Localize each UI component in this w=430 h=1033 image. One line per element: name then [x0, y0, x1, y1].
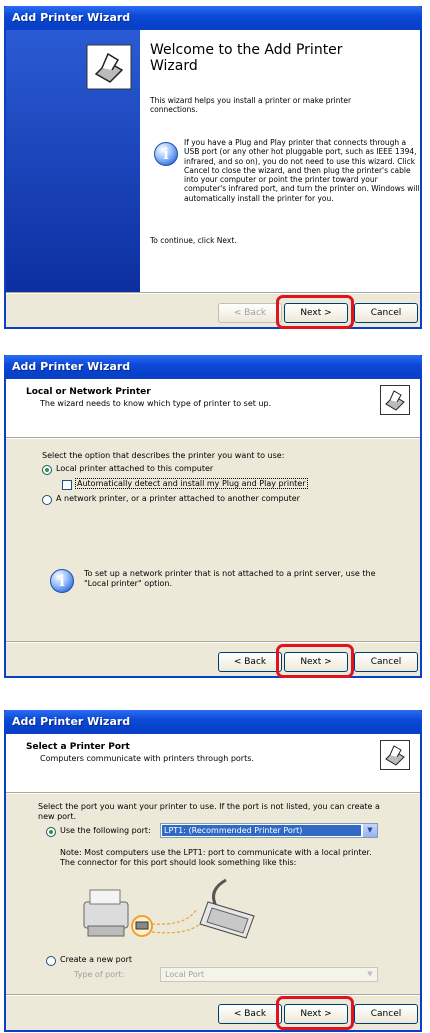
- title-bar: [4, 710, 422, 734]
- use-port-label[interactable]: Use the following port:: [60, 826, 151, 835]
- welcome-intro: This wizard helps you install a printer or make printer connections.: [150, 96, 352, 114]
- wizard-window-printer-type: [4, 355, 422, 678]
- next-button-highlight: [276, 295, 354, 329]
- wizard-header: [6, 379, 420, 437]
- use-port-radio[interactable]: [46, 827, 56, 837]
- info-icon: i: [50, 569, 74, 593]
- separator: [6, 792, 420, 794]
- separator: [6, 994, 420, 996]
- cancel-button[interactable]: Cancel: [354, 303, 418, 323]
- welcome-heading: Welcome to the Add Printer Wizard: [150, 42, 343, 74]
- wizard-window-welcome: [4, 6, 422, 329]
- port-type-value: Local Port: [165, 970, 205, 979]
- plug-and-play-note: If you have a Plug and Play printer that connects through a USB port (or any other hot pluggable port, such as IEEE 1394, infrared, and so on), you do not need to use this wizard. Click Cancel to close the wizard, and then plug the printer's cable into your computer or point the printer toward your computer's infrared port, and turn the printer on. Windows will automatically install the printer for you.: [184, 138, 420, 203]
- page-title: Select a Printer Port: [26, 742, 130, 752]
- local-printer-radio[interactable]: [42, 465, 52, 475]
- back-button[interactable]: < Back: [218, 303, 282, 323]
- window-title: Add Printer Wizard: [12, 11, 131, 24]
- port-prompt: Select the port you want your printer to use. If the port is not listed, you can create a new port.: [38, 802, 380, 821]
- next-button[interactable]: Next >: [284, 1004, 348, 1024]
- local-printer-label[interactable]: Local printer attached to this computer: [56, 464, 214, 473]
- separator: [6, 292, 420, 294]
- page-title: Local or Network Printer: [26, 387, 151, 397]
- window-title: Add Printer Wizard: [12, 715, 131, 728]
- printer-and-cable-illustration: [76, 876, 286, 950]
- printer-icon: [86, 44, 132, 90]
- selection-prompt: Select the option that describes the printer you want to use:: [42, 451, 285, 460]
- back-button[interactable]: < Back: [218, 1004, 282, 1024]
- next-button[interactable]: Next >: [284, 652, 348, 672]
- network-printer-label[interactable]: A network printer, or a printer attached to another computer: [56, 494, 300, 503]
- next-button[interactable]: Next >: [284, 303, 348, 323]
- cancel-button[interactable]: Cancel: [354, 652, 418, 672]
- printer-icon: [380, 740, 410, 770]
- window-title: Add Printer Wizard: [12, 360, 131, 373]
- create-port-label[interactable]: Create a new port: [60, 955, 133, 964]
- port-select-value: LPT1: (Recommended Printer Port): [162, 825, 361, 836]
- page-subtitle: The wizard needs to know which type of printer to set up.: [40, 399, 272, 408]
- port-type-label: Type of port:: [74, 970, 125, 979]
- page-subtitle: Computers communicate with printers through ports.: [40, 754, 254, 763]
- port-note: Note: Most computers use the LPT1: port to communicate with a local printer. The connector for this port should look something like this:: [60, 848, 372, 867]
- printer-icon: [380, 385, 410, 415]
- wizard-side-banner: [6, 30, 140, 292]
- title-bar: [4, 6, 422, 30]
- continue-instruction: To continue, click Next.: [150, 236, 237, 245]
- separator: [6, 641, 420, 643]
- create-port-radio[interactable]: [46, 956, 56, 966]
- next-button-highlight: [276, 644, 354, 678]
- auto-detect-label[interactable]: Automatically detect and install my Plug and Play printer: [77, 479, 306, 488]
- network-printer-radio[interactable]: [42, 495, 52, 505]
- chevron-down-icon: ▼: [367, 970, 373, 978]
- title-bar: [4, 355, 422, 379]
- welcome-content: [140, 30, 420, 292]
- back-button[interactable]: < Back: [218, 652, 282, 672]
- auto-detect-checkbox[interactable]: [62, 480, 72, 490]
- wizard-header: [6, 734, 420, 792]
- wizard-window-printer-port: [4, 710, 422, 1032]
- network-printer-info: To set up a network printer that is not attached to a print server, use the "Local printer" option.: [84, 569, 376, 588]
- next-button-highlight: [276, 996, 354, 1030]
- port-select[interactable]: [160, 823, 378, 838]
- chevron-down-icon[interactable]: ▼: [363, 824, 377, 837]
- port-type-select: [160, 967, 378, 982]
- cancel-button[interactable]: Cancel: [354, 1004, 418, 1024]
- info-icon: i: [154, 142, 178, 166]
- separator: [6, 437, 420, 439]
